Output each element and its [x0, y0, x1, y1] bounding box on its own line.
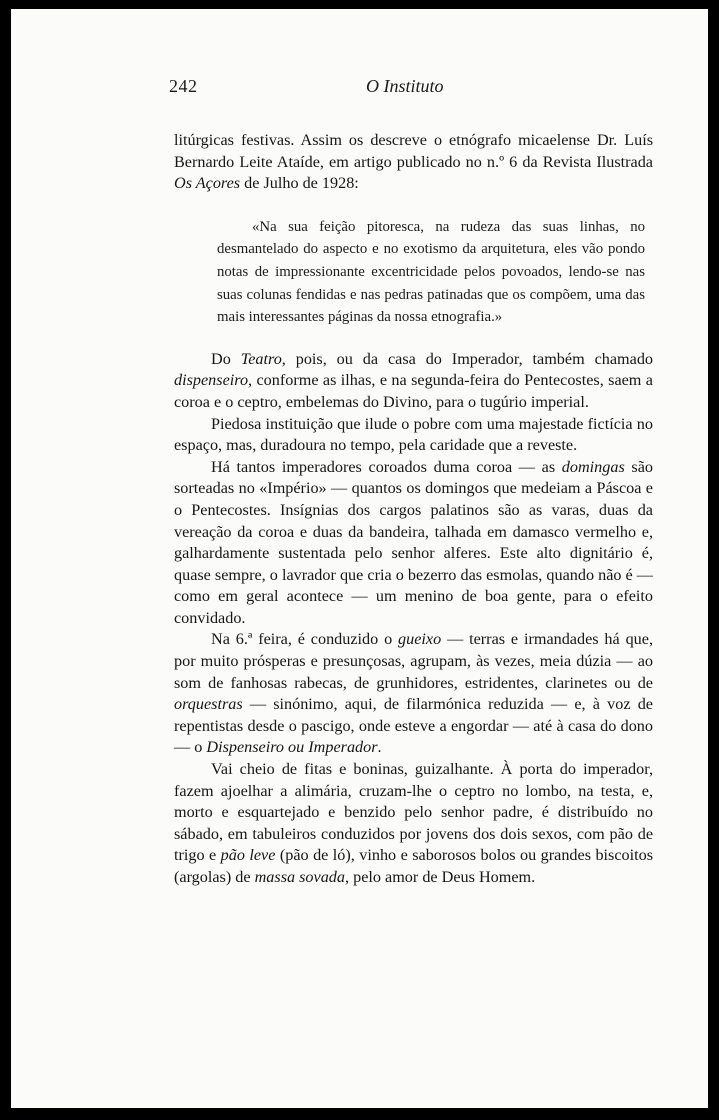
body-text	[174, 130, 653, 889]
block-quote: «Na sua feição pitoresca, na rudeza das suas linhas, no desmantelado do aspecto e no exotismo da arquitetura, eles vão pondo notas de impressionante excentricidade pelos povoados, lendo-se nas suas colunas fendidas e nas pedras patinadas que os compõem, uma das mais interessantes páginas da nossa etnografia.»	[217, 218, 645, 326]
page-number: 242	[169, 76, 198, 96]
paragraph-gueixo: Na 6.ª feira, é conduzido o gueixo — terras e irmandades há que, por muito prósperas e presunçosas, agrupam, às vezes, meia dúzia — ao som de fanhosas rabecas, de grunhidores, estridentes, clarinetes ou de orquestras — sinónimo, aqui, de filarmónica reduzida — e, à voz de repentistas desde o pascigo, onde esteve a engordar — até à casa do dono — o Dispenseiro ou Imperador.	[174, 630, 653, 757]
paragraph-instituicao: Piedosa instituição que ilude o pobre com uma majestade fictícia no espaço, mas, duradoura no tempo, pela caridade que a reveste.	[174, 414, 653, 455]
paragraph-boninas: Vai cheio de fitas e boninas, guizalhante. À porta do imperador, fazem ajoelhar a alimária, cruzam-lhe o ceptro no lombo, na testa, e, morto e esquartejado e benzido pelo senhor padre, é distribuído no sábado, em tabuleiros conduzidos por jovens dos dois sexos, com pão de trigo e pão leve (pão de ló), vinho e saborosos bolos ou grandes biscoitos (argolas) de massa sovada, pelo amor de Deus Homem.	[174, 760, 654, 886]
paragraph-imperadores: Há tantos imperadores coroados duma coroa — as domingas são sorteadas no «Império» — quantos os domingos que medeiam a Páscoa e o Pentecostes. Insígnias dos cargos palatinos são as varas, duas da vereação da coroa e duas da bandeira, talhada em damasco vermelho e, galhardamente sustentada pelo senhor alferes. Este alto dignitário é, quase sempre, o lavrador que cria o bezerro das esmolas, quando não é — como em geral acontece — um menino de boa gente, para o efeito convidado.	[174, 457, 653, 627]
running-title: O Instituto	[366, 76, 444, 96]
page-header	[11, 76, 708, 102]
paragraph-teatro: Do Teatro, pois, ou da casa do Imperador, também chamado dispenseiro, conforme as ilhas, e na segunda-feira do Pentecostes, saem a coroa e o ceptro, embelemas do Divino, para o tugúrio imperial.	[174, 349, 654, 411]
book-page	[11, 9, 708, 1108]
periodical-title: Os Açores	[174, 174, 241, 193]
paragraph-intro: litúrgicas festivas. Assim os descreve o etnógrafo micaelense Dr. Luís Bernardo Leite Ataíde, em artigo publicado no n.º 6 da Revista Ilustrada Os Açores de Julho de 1928:	[174, 131, 653, 193]
